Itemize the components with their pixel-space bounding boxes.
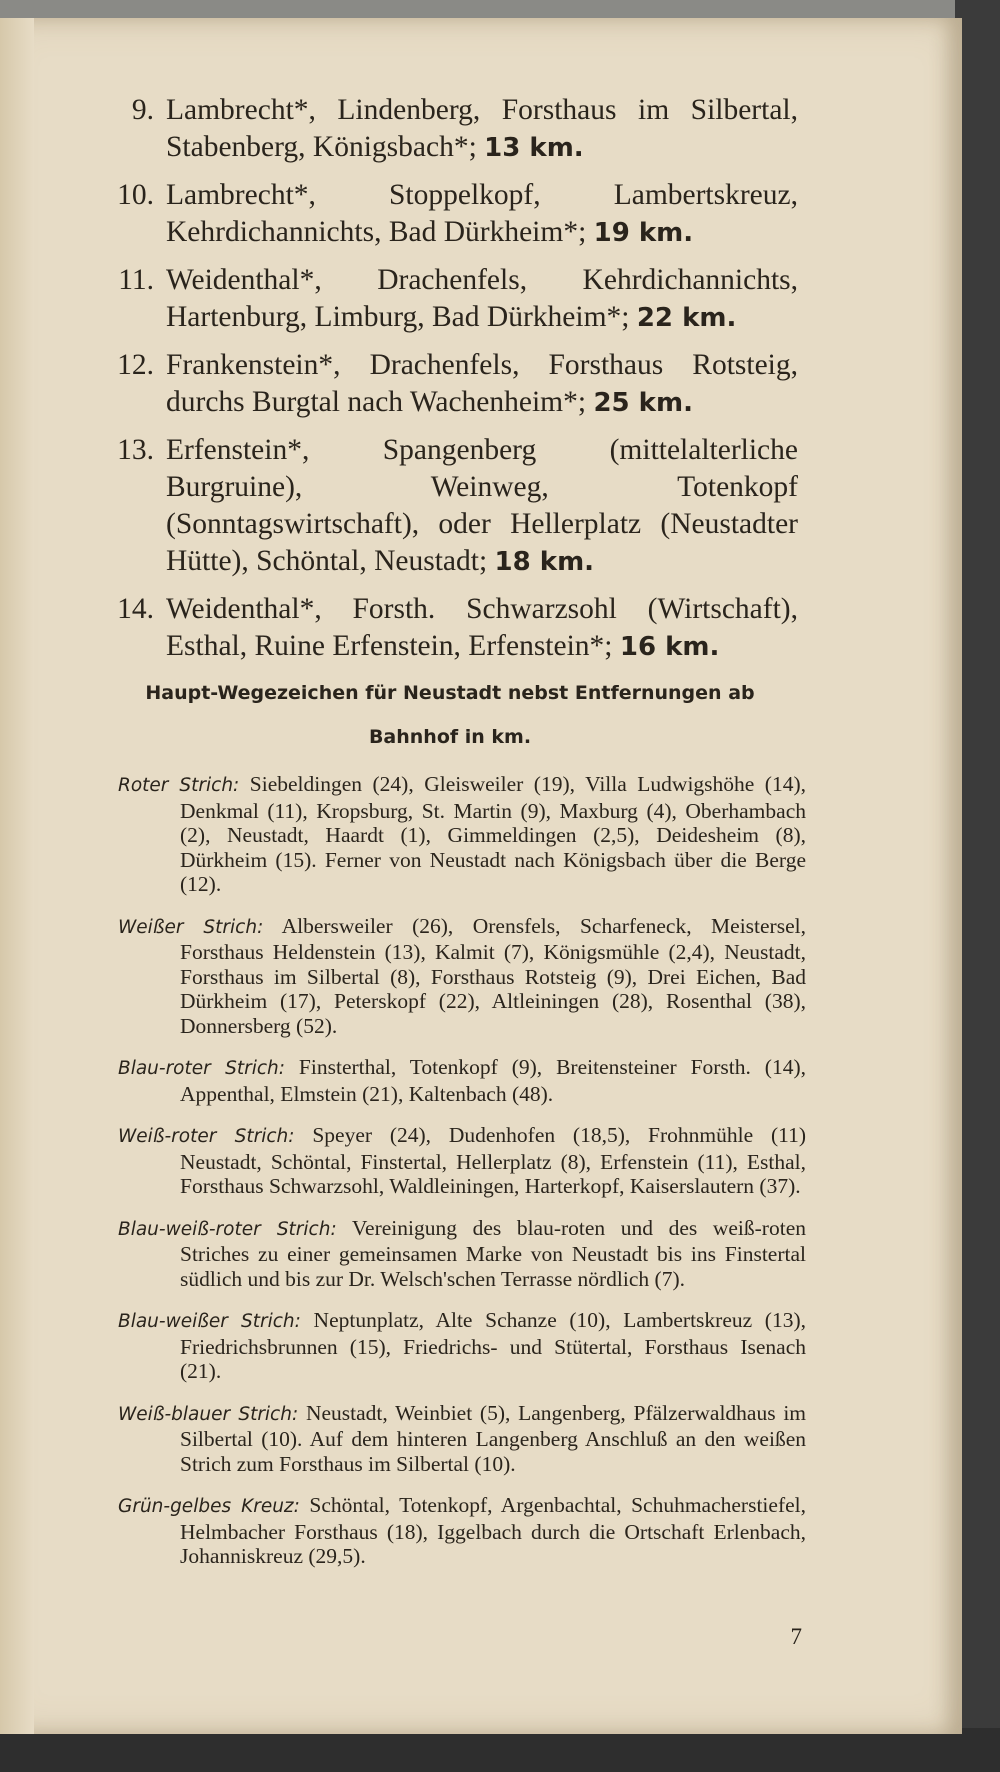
- route-item: [108, 262, 798, 337]
- marker-text: Speyer (24), Dudenhofen (18,5), Frohnmühle (11) Neustadt, Schöntal, Finstertal, Hellerplatz (8), Erfenstein (11), Esthal, Forsthaus Schwarzsohl, Waldleiningen, Harterkopf, Kaiserslautern (37).: [180, 1123, 806, 1198]
- marker-text: Neptunplatz, Alte Schanze (10), Lambertskreuz (13), Friedrichsbrunnen (15), Friedrichs- und Stütertal, Forsthaus Isenach (21).: [180, 1308, 807, 1383]
- section-heading-continued: Bahnhof in km.: [368, 726, 532, 748]
- marker-entry: [118, 1401, 806, 1477]
- route-distance: 16 km.: [619, 632, 720, 662]
- page-number: 7: [790, 1624, 802, 1649]
- route-number: 10.: [117, 179, 154, 211]
- marker-text: Finsterthal, Totenkopf (9), Breitensteiner Forsth. (14), Appenthal, Elmstein (21), Kaltenbach (48).: [180, 1055, 806, 1106]
- marker-label: Weiß-blauer Strich:: [118, 1403, 299, 1425]
- marker-entry: [118, 1216, 806, 1292]
- route-item: [108, 177, 798, 252]
- marker-label: Weißer Strich:: [118, 916, 264, 938]
- route-text: [166, 92, 798, 167]
- marker-entry: [118, 772, 806, 897]
- route-distance: 25 km.: [593, 388, 693, 418]
- route-stops: Weidenthal*, Drachenfels, Kehrdichannichts, Hartenburg, Limburg, Bad Dürkheim*;: [166, 264, 798, 333]
- route-number: 13.: [117, 434, 154, 466]
- route-text: [166, 262, 798, 337]
- marker-entry: [118, 1493, 806, 1569]
- route-item: [108, 591, 798, 666]
- route-text: [166, 432, 798, 581]
- marker-entry: [118, 1308, 806, 1384]
- route-stops: Lambrecht*, Lindenberg, Forsthaus im Silbertal, Stabenberg, Königsbach*;: [166, 94, 798, 163]
- marker-list: [118, 772, 806, 1586]
- marker-label: Weiß-roter Strich:: [118, 1126, 295, 1147]
- route-number: 14.: [117, 593, 154, 625]
- marker-text: Albersweiler (26), Orensfels, Scharfeneck, Meistersel, Forsthaus Heldenstein (13), Kalmit (7), Königsmühle (2,4), Neustadt, Forsthaus im Silbertal (8), Forsthaus Rotsteig (9), Drei Eichen, Bad Dürkheim (17), Peterskopf (22), Altleiningen (28), Rosenthal (38), Donnersberg (52).: [180, 913, 806, 1038]
- route-item: [108, 347, 798, 422]
- marker-text: Schöntal, Totenkopf, Argenbachtal, Schuhmacherstiefel, Helmbacher Forsthaus (18), Iggelbach durch die Ortschaft Erlenbach, Johanniskreuz (29,5).: [180, 1493, 806, 1568]
- route-number: 11.: [118, 264, 154, 296]
- marker-text: Siebeldingen (24), Gleisweiler (19), Villa Ludwigshöhe (14), Denkmal (11), Kropsburg, St. Martin (9), Maxburg (4), Oberhambach (2), Neustadt, Haardt (1), Gimmeldingen (2,5), Deidesheim (8), Dürkheim (15). Ferner von Neustadt nach Königsbach über die Berge (12).: [180, 772, 807, 896]
- section-heading: Haupt-Wegezeichen für Neustadt nebst Entfernungen ab: [145, 682, 755, 704]
- marker-entry: [118, 914, 806, 1039]
- marker-text: Vereinigung des blau-roten und des weiß-roten Striches zu einer gemeinsamen Marke von Neustadt bis ins Finstertal südlich und bis zur Dr. Welsch'schen Terrasse nördlich (7).: [180, 1215, 806, 1291]
- route-stops: Frankenstein*, Drachenfels, Forsthaus Rotsteig, durchs Burgtal nach Wachenheim*;: [166, 349, 798, 418]
- route-item: [108, 92, 798, 167]
- route-stops: Erfenstein*, Spangenberg (mittelalterliche Burgruine), Weinweg, Totenkopf (Sonntagswirtschaft), oder Hellerplatz (Neustadter Hütte), Schöntal, Neustadt;: [166, 434, 798, 577]
- route-number: 12.: [117, 349, 154, 381]
- marker-label: Blau-roter Strich:: [118, 1058, 286, 1079]
- route-text: [166, 177, 798, 252]
- route-distance: 22 km.: [636, 303, 737, 333]
- route-stops: Lambrecht*, Stoppelkopf, Lambertskreuz, Kehrdichannichts, Bad Dürkheim*;: [166, 179, 798, 248]
- marker-label: Roter Strich:: [118, 775, 240, 796]
- marker-label: Blau-weiß-roter Strich:: [118, 1218, 337, 1240]
- route-text: [166, 591, 798, 666]
- route-distance: 13 km.: [484, 133, 584, 163]
- route-text: [166, 347, 798, 422]
- scan-border-bottom: [0, 1728, 1000, 1772]
- route-number: 9.: [131, 94, 154, 126]
- route-distance: 18 km.: [494, 547, 595, 577]
- marker-entry: [118, 1055, 806, 1106]
- page-gutter: [0, 18, 34, 1734]
- marker-label: Grün-gelbes Kreuz:: [118, 1496, 300, 1517]
- marker-text: Neustadt, Weinbiet (5), Langenberg, Pfälzerwaldhaus im Silbertal (10). Auf dem hinteren Langenberg Anschluß an den weißen Strich zum Forsthaus im Silbertal (10).: [180, 1400, 807, 1476]
- route-stops: Weidenthal*, Forsth. Schwarzsohl (Wirtschaft), Esthal, Ruine Erfenstein, Erfenstein*;: [166, 593, 798, 662]
- route-distance: 19 km.: [593, 218, 694, 248]
- route-list: [108, 92, 798, 676]
- marker-label: Blau-weißer Strich:: [118, 1311, 301, 1332]
- marker-entry: [118, 1123, 806, 1199]
- route-item: [108, 432, 798, 581]
